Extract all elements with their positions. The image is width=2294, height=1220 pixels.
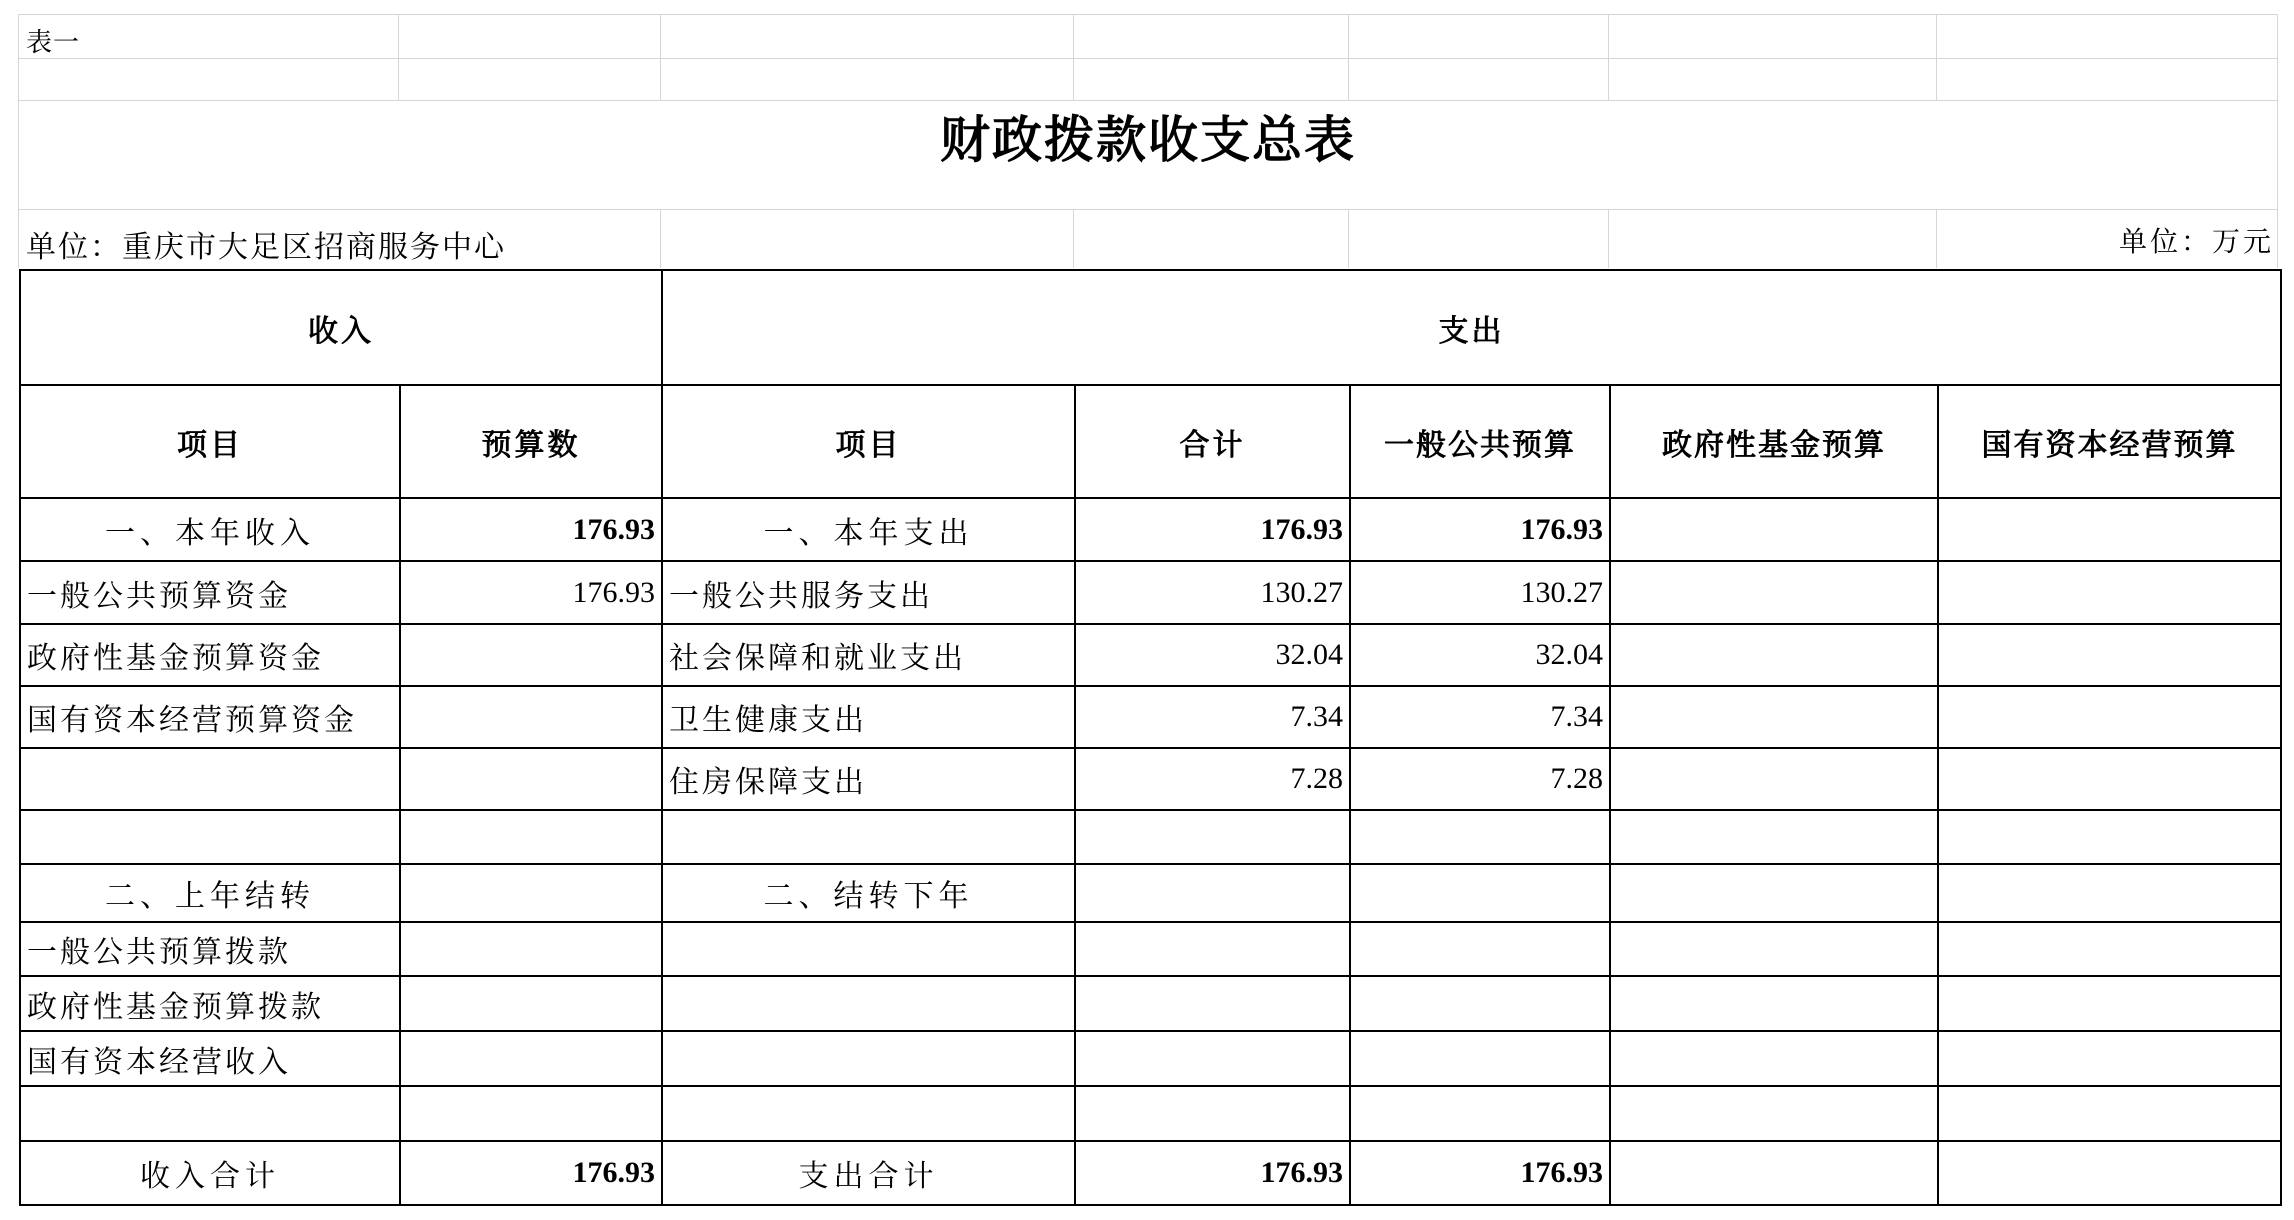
income-item: 一般公共预算拨款 <box>20 922 400 976</box>
expense-item: 卫生健康支出 <box>662 686 1075 748</box>
expense-capital <box>1938 864 2281 922</box>
expense-total: 176.93 <box>1075 498 1350 561</box>
table-row <box>20 1031 2281 1086</box>
col-fund-budget: 政府性基金预算 <box>1610 385 1938 498</box>
expense-fund <box>1610 498 1938 561</box>
income-item <box>20 810 400 864</box>
income-item <box>20 1086 400 1141</box>
expense-grand-total: 176.93 <box>1075 1141 1350 1205</box>
expense-total: 7.28 <box>1075 748 1350 810</box>
expense-capital <box>1938 498 2281 561</box>
expense-item: 二、结转下年 <box>662 864 1075 922</box>
expense-total <box>1075 864 1350 922</box>
income-amount <box>400 976 662 1031</box>
expense-item <box>662 1086 1075 1141</box>
expense-total: 130.27 <box>1075 561 1350 624</box>
col-income-item: 项目 <box>20 385 400 498</box>
expense-item <box>662 1031 1075 1086</box>
expense-general <box>1350 1031 1610 1086</box>
fiscal-summary-table <box>19 269 2282 1206</box>
expense-fund <box>1610 1086 1938 1141</box>
unit-organization: 单位：重庆市大足区招商服务中心 <box>26 230 506 265</box>
income-amount <box>400 1031 662 1086</box>
table-row <box>20 686 2281 748</box>
expense-general <box>1350 922 1610 976</box>
income-item: 一、本年收入 <box>20 498 400 561</box>
col-income-budget: 预算数 <box>400 385 662 498</box>
expense-capital <box>1938 1086 2281 1141</box>
table-row <box>20 976 2281 1031</box>
expense-capital <box>1938 686 2281 748</box>
expense-general-total: 176.93 <box>1350 1141 1610 1205</box>
col-general-budget: 一般公共预算 <box>1350 385 1610 498</box>
expense-fund <box>1610 748 1938 810</box>
income-item: 国有资本经营收入 <box>20 1031 400 1086</box>
expense-total-label: 支出合计 <box>662 1141 1075 1205</box>
expense-capital <box>1938 748 2281 810</box>
expense-total <box>1075 810 1350 864</box>
expense-fund <box>1610 922 1938 976</box>
expense-item <box>662 976 1075 1031</box>
expense-fund <box>1610 810 1938 864</box>
expense-total <box>1075 1086 1350 1141</box>
sheet-label: 表一 <box>26 28 81 58</box>
income-amount <box>400 748 662 810</box>
expense-fund <box>1610 624 1938 686</box>
income-amount: 176.93 <box>400 498 662 561</box>
col-total: 合计 <box>1075 385 1350 498</box>
expense-general: 176.93 <box>1350 498 1610 561</box>
expense-capital <box>1938 624 2281 686</box>
header-income: 收入 <box>20 270 662 385</box>
col-capital-budget: 国有资本经营预算 <box>1938 385 2281 498</box>
income-amount <box>400 624 662 686</box>
expense-item: 一、本年支出 <box>662 498 1075 561</box>
expense-general <box>1350 864 1610 922</box>
page-title: 财政拨款收支总表 <box>940 110 1356 169</box>
expense-general: 7.28 <box>1350 748 1610 810</box>
income-item <box>20 748 400 810</box>
col-expense-item: 项目 <box>662 385 1075 498</box>
income-total-label: 收入合计 <box>20 1141 400 1205</box>
expense-general <box>1350 810 1610 864</box>
income-total-amount: 176.93 <box>400 1141 662 1205</box>
expense-fund <box>1610 686 1938 748</box>
expense-fund <box>1610 864 1938 922</box>
table-row <box>20 561 2281 624</box>
income-item: 政府性基金预算拨款 <box>20 976 400 1031</box>
table-row <box>20 864 2281 922</box>
expense-general <box>1350 1086 1610 1141</box>
expense-general: 7.34 <box>1350 686 1610 748</box>
income-item: 一般公共预算资金 <box>20 561 400 624</box>
table-row <box>20 748 2281 810</box>
expense-capital <box>1938 976 2281 1031</box>
table-row <box>20 498 2281 561</box>
income-amount <box>400 864 662 922</box>
income-item: 二、上年结转 <box>20 864 400 922</box>
expense-item: 社会保障和就业支出 <box>662 624 1075 686</box>
expense-fund <box>1610 561 1938 624</box>
expense-item: 一般公共服务支出 <box>662 561 1075 624</box>
income-amount <box>400 686 662 748</box>
unit-currency: 单位：万元 <box>2118 225 2274 258</box>
expense-general <box>1350 976 1610 1031</box>
income-item: 国有资本经营预算资金 <box>20 686 400 748</box>
expense-general: 32.04 <box>1350 624 1610 686</box>
expense-fund-total <box>1610 1141 1938 1205</box>
expense-total <box>1075 976 1350 1031</box>
expense-item: 住房保障支出 <box>662 748 1075 810</box>
income-amount <box>400 810 662 864</box>
expense-total <box>1075 1031 1350 1086</box>
expense-capital-total <box>1938 1141 2281 1205</box>
expense-item <box>662 922 1075 976</box>
expense-capital <box>1938 561 2281 624</box>
table-row <box>20 1086 2281 1141</box>
income-item: 政府性基金预算资金 <box>20 624 400 686</box>
expense-item <box>662 810 1075 864</box>
expense-total: 7.34 <box>1075 686 1350 748</box>
expense-capital <box>1938 810 2281 864</box>
header-group-row <box>20 270 2281 385</box>
table-row <box>20 810 2281 864</box>
table-row <box>20 922 2281 976</box>
header-columns-row <box>20 385 2281 498</box>
income-amount <box>400 1086 662 1141</box>
header-expense: 支出 <box>662 270 2281 385</box>
expense-capital <box>1938 922 2281 976</box>
expense-fund <box>1610 1031 1938 1086</box>
expense-capital <box>1938 1031 2281 1086</box>
income-amount: 176.93 <box>400 561 662 624</box>
totals-row <box>20 1141 2281 1205</box>
expense-total <box>1075 922 1350 976</box>
expense-fund <box>1610 976 1938 1031</box>
income-amount <box>400 922 662 976</box>
expense-general: 130.27 <box>1350 561 1610 624</box>
table-row <box>20 624 2281 686</box>
expense-total: 32.04 <box>1075 624 1350 686</box>
